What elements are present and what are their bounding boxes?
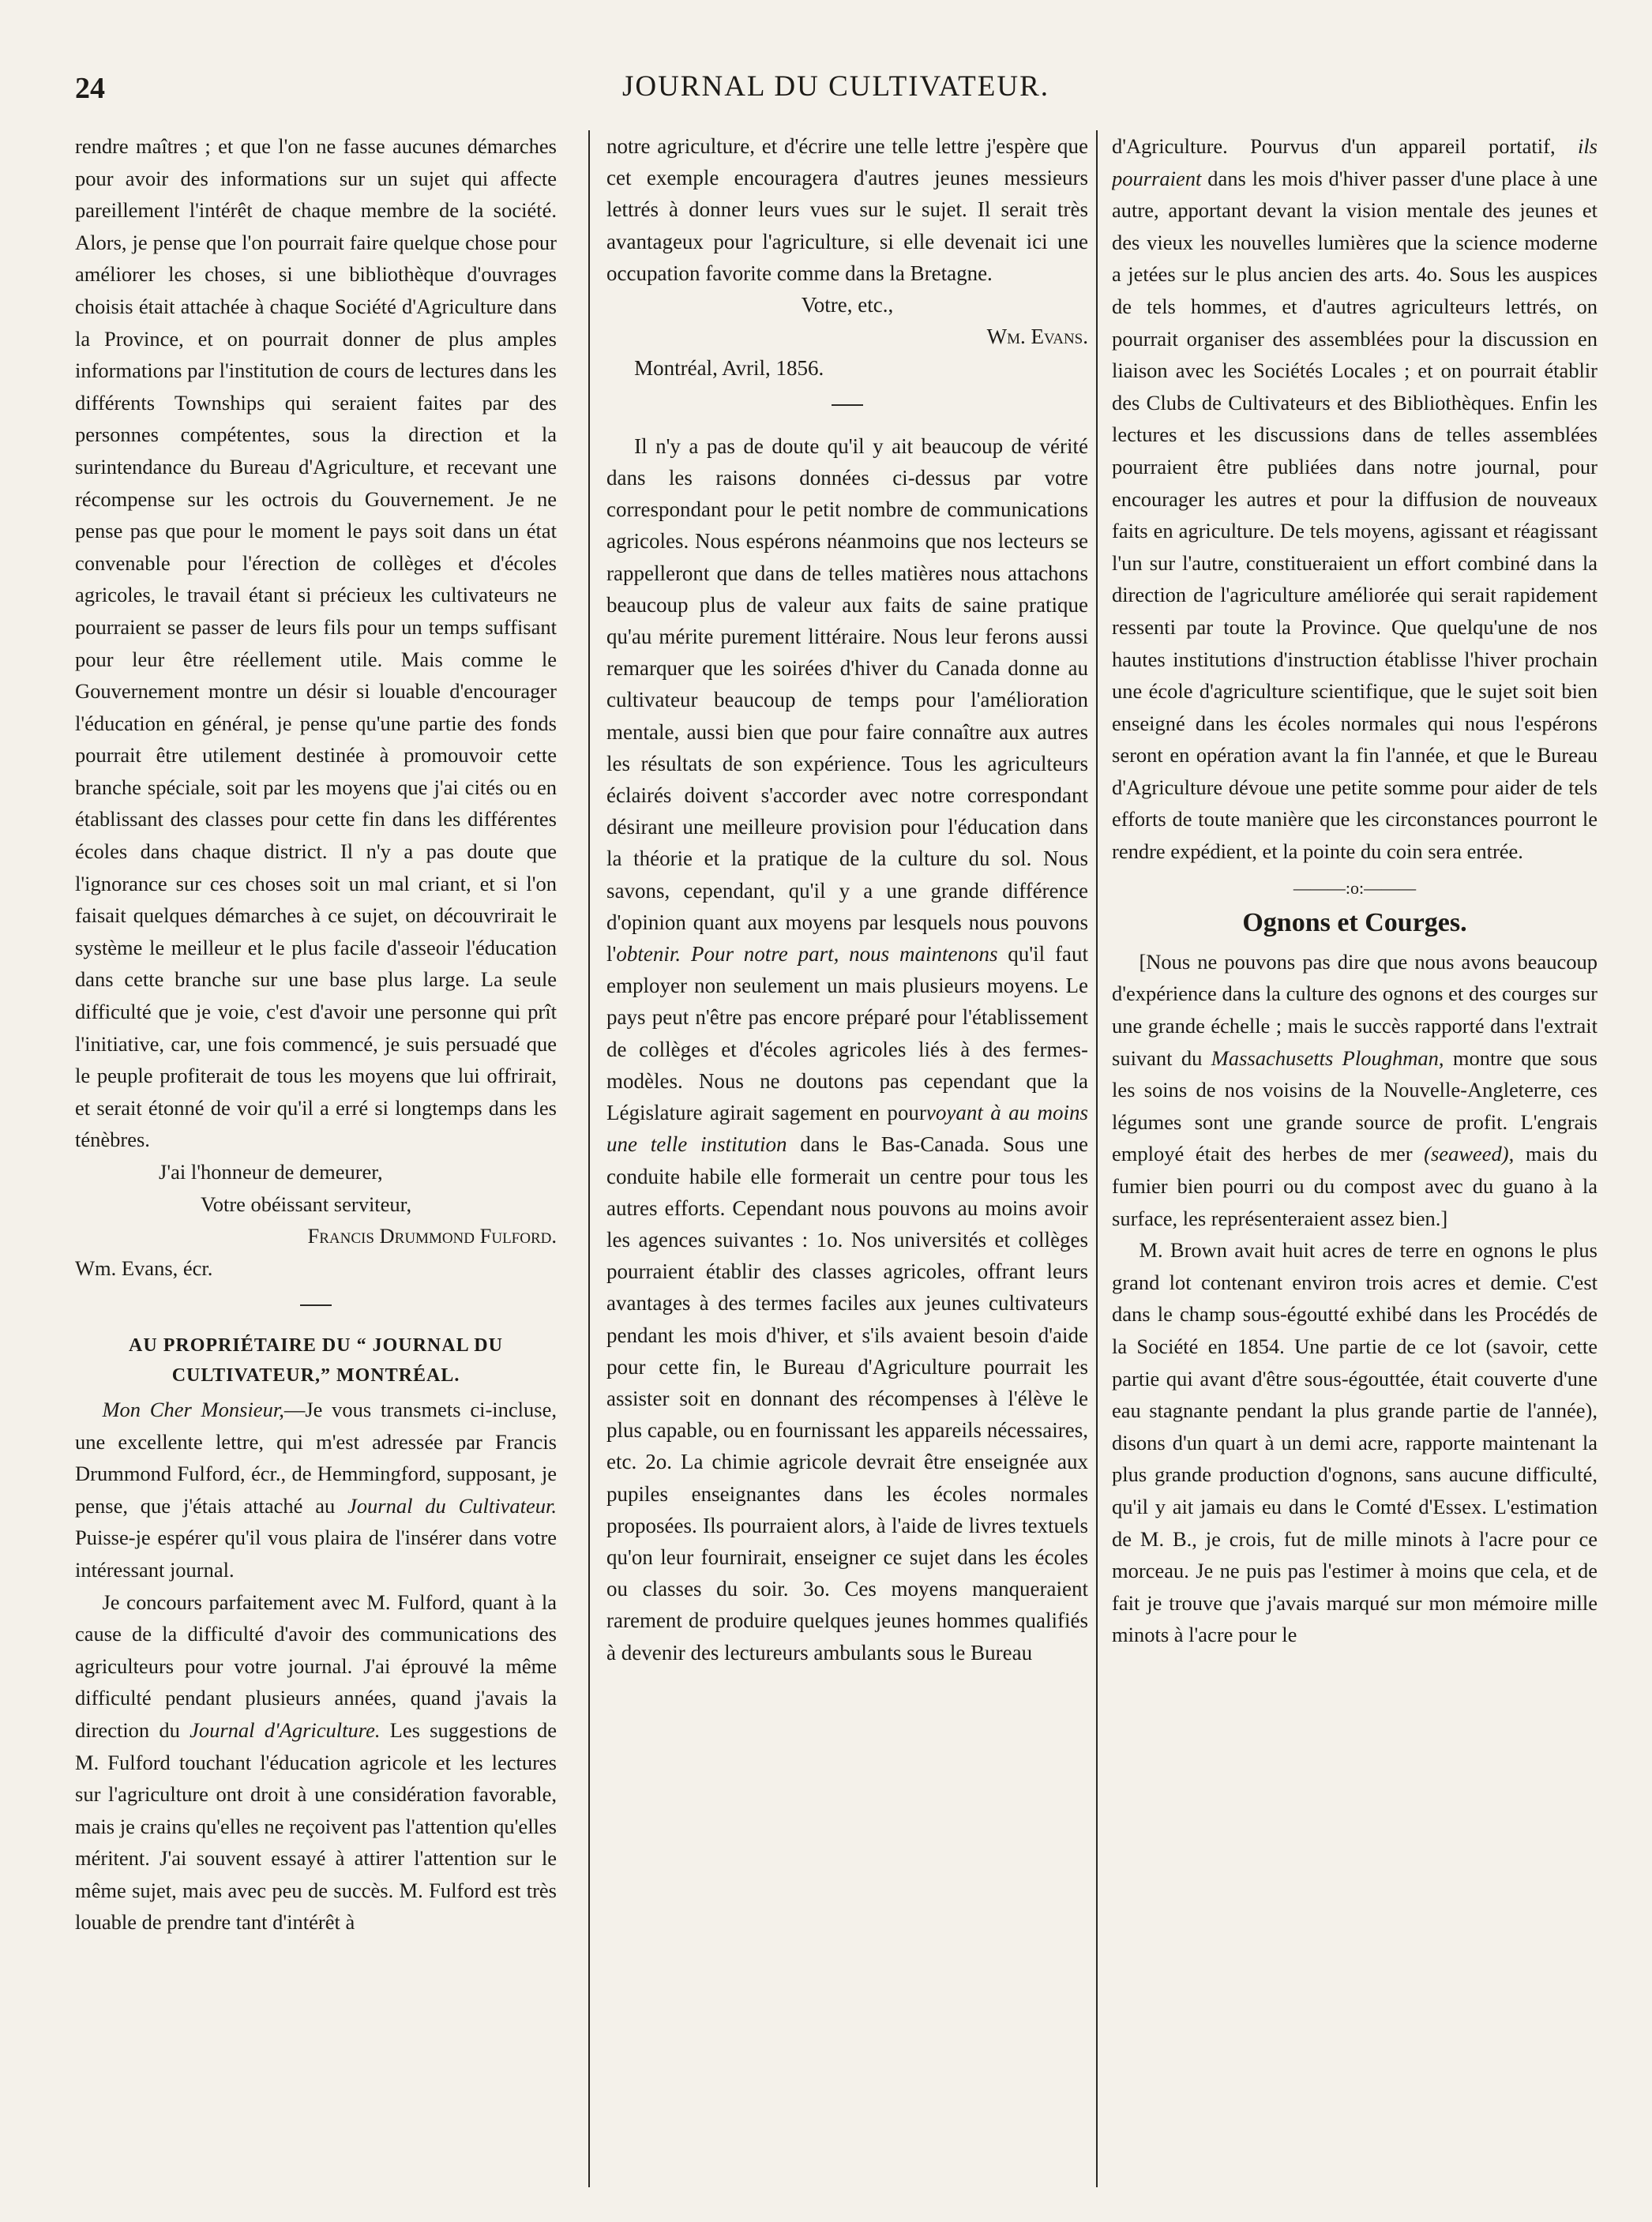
column-divider	[588, 130, 590, 2187]
section-title: Ognons et Courges.	[1242, 908, 1467, 938]
dateline: Montréal, Avril, 1856.	[634, 356, 824, 381]
letter-body: notre agriculture, et d'écrire une telle lettre j'espère que cet exemple encouragera d'autres jeunes messieurs lettrés à donner leurs vues sur le sujet. Il serait très avantageux pour l'agriculture, si elle devenait ici une occupation favorite comme dans la Bretagne.	[606, 134, 1088, 285]
letter-paragraph: Mon Cher Monsieur,—Je vous transmets ci-incluse, une excellente lettre, qui m'est adressée par Francis Drummond Fulford, écr., de Hemmingford, supposant, je pense, que j'étais attaché au Journal du Cultivateur. Puisse-je espérer qu'il vous plaira de l'insérer dans votre intéressant journal.	[75, 1397, 557, 1582]
page-number: 24	[75, 72, 105, 105]
column-3	[1112, 130, 1598, 2191]
column-2	[606, 130, 1088, 2191]
letter-body: rendre maîtres ; et que l'on ne fasse aucunes démarches pour avoir des informations sur un sujet qui affecte pareillement l'intérêt de chaque membre de la société. Alors, je pense que l'on pourrait faire quelque chose pour améliorer les choses, si une bibliothèque d'ouvrages choisis était attachée à chaque Société d'Agriculture dans la Province, et on pourrait donner de plus amples informations par l'institution de cours de lectures dans les différents Townships qui seraient faites par des personnes compétentes, sous la direction et la surintendance du Bureau d'Agriculture, et recevant une récompense sur les octrois du Gouvernement. Je ne pense pas que pour le moment le pays soit dans un état convenable pour l'érection de collèges et d'écoles agricoles, le travail étant si précieux les cultivateurs ne pourraient se passer de leurs fils pour un temps suffisant pour leur être réellement utile. Mais comme le Gouvernement montre un désir si louable d'encourager l'éducation en général, je pense qu'une partie des fonds pourrait être utilement destinée à promouvoir cette branche spéciale, soit par les moyens que j'ai cités ou en établissant des classes pour cette fin dans les différentes écoles dans chaque district. Il n'y a pas doute que l'ignorance sur ces choses soit un mal criant, et si l'on faisait quelques démarches à ce sujet, on découvrirait le système le meilleur et le plus facile d'asseoir l'éducation dans cette branche sur une base plus large. La seule difficulté que je voie, c'est d'avoir une personne qui prît l'initiative, car, une fois commencé, je suis persuadé que le peuple profiterait de tous les moyens que lui offrirait, et serait étonné de voir qu'il a erré si longtemps dans les ténèbres.	[75, 134, 557, 1152]
letter-paragraph: Je concours parfaitement avec M. Fulford, quant à la cause de la difficulté d'avoir des communications des agriculteurs pour votre journal. J'ai éprouvé la même difficulté pendant plusieurs années, quand j'avais la direction du Journal d'Agriculture. Les suggestions de M. Fulford touchant l'éducation agricole et les lectures sur l'agriculture ont droit à une considération favorable, mais je crains qu'elles ne reçoivent pas l'attention qu'elles méritent. J'ai souvent essayé à attirer l'attention sur le même sujet, mais avec peu de succès. M. Fulford est très louable de prendre tant d'intérêt à	[75, 1590, 557, 1935]
letter-closing: Votre, etc.,	[801, 293, 894, 317]
letter-signature: Francis Drummond Fulford.	[307, 1224, 557, 1248]
journal-title: JOURNAL DU CULTIVATEUR.	[621, 70, 1050, 103]
editorial-paragraph: Il n'y a pas de doute qu'il y ait beaucoup de vérité dans les raisons données ci-dessus par votre correspondant pour le petit nombre de communications agricoles. Nous espérons néanmoins que nos lecteurs se rappelleront que dans de telles matières nous attachons beaucoup plus de valeur aux faits de saine pratique qu'au mérite purement littéraire. Nous leur ferons aussi remarquer que les soirées d'hiver du Canada donne au cultivateur beaucoup de temps pour l'amélioration mentale, aussi bien que pour faire connaître aux autres les résultats de son expérience. Tous les agriculteurs éclairés doivent s'accorder avec notre correspondant désirant une meilleure provision pour l'éducation dans la théorie et la pratique de la culture du sol. Nous savons, cependant, qu'il y a une grande différence d'opinion quant aux moyens par lesquels nous pouvons l'obtenir. Pour notre part, nous maintenons qu'il faut employer non seulement un mais plusieurs moyens. Le pays peut n'être pas encore préparé pour l'établissement de collèges et d'écoles agricoles liés à des fermes-modèles. Nous ne doutons pas cependant que la Législature agirait sagement en pourvoyant à au moins une telle institution dans le Bas-Canada. Sous une conduite habile elle formerait un centre pour tous les autres efforts. Cependant nous pouvons au moins avoir les agences suivantes : 1o. Nos universités et collèges pourraient établir des classes agricoles, offrant leurs avantages à des termes faciles aux jeunes cultivateurs pendant les mois d'hiver, et s'ils avaient besoin d'aide pour cette fin, le Bureau d'Agriculture pourrait les assister soit en donnant des récompenses à l'élève le plus capable, ou en fournissant les appareils nécessaires, etc. 2o. La chimie agricole devrait être enseignée aux pupiles enseignantes dans les écoles normales proposées. Ils pourraient alors, à l'aide de livres textuels qu'on leur fournirait, enseigner ce sujet dans les écoles ou classes du soir. 3o. Ces moyens manqueraient rarement de produire quelques jeunes hommes qualifiés à devenir des lectureurs ambulants sous le Bureau	[606, 434, 1088, 1665]
letter-recipient: Wm. Evans, écr.	[75, 1256, 213, 1280]
section-separator: ———:o:———	[1293, 877, 1417, 898]
article-paragraph: M. Brown avait huit acres de terre en ognons le plus grand lot contenant environ trois acres et demie. C'est dans le champ sous-égoutté exhibé dans les Procédés de la Société en 1854. Une partie de ce lot (savoir, cette partie qui avant d'être sous-égouttée, était couverte d'une eau stagnante pendant la plus grande partie de l'année), disons d'un quart à un demi acre, rapporte maintenant la plus grande production d'ognons, sans aucune difficulté, qu'il y ait jamais eu dans le Comté d'Essex. L'estimation de M. B., je crois, fut de mille minots à l'acre pour ce morceau. Je ne puis pas l'estimer à moins que cela, et de fait je trouve que j'avais marqué sur mon mémoire mille minots à l'acre pour le	[1112, 1238, 1598, 1647]
short-rule	[75, 1287, 557, 1319]
column-divider	[1096, 130, 1098, 2187]
editor-note: [Nous ne pouvons pas dire que nous avons beaucoup d'expérience dans la culture des ognons et des courges sur une grande échelle ; mais le succès rapporté dans l'extrait suivant du Massachusetts Ploughman, montre que sous les soins de nos voisins de la Nouvelle-Angleterre, ces légumes sont une grande source de profit. L'engrais employé était des herbes de mer (seaweed), mais du fumier bien pourri ou du compost avec du guano à la surface, les représenteraient assez bien.]	[1112, 949, 1598, 1230]
letter-closing: J'ai l'honneur de demeurer,	[159, 1160, 383, 1184]
editorial-paragraph: d'Agriculture. Pourvus d'un appareil portatif, ils pourraient dans les mois d'hiver passer d'une place à une autre, apportant devant la vision mentale des jeunes et des vieux les nouvelles lumières que la science moderne a jetées sur le plus ancien des arts. 4o. Sous les auspices de tels hommes, et d'autres agriculteurs lettrés, on pourrait organiser des assemblées pour la discussion en liaison avec les Sociétés Locales ; et on pourrait établir des Clubs de Cultivateurs et des Bibliothèques. Enfin les lectures et les discussions dans de telles assemblées pourraient être publiées dans notre journal, pour encourager les autres et pour la diffusion de nouveaux faits en agriculture. De tels moyens, agissant et réagissant l'un sur l'autre, constitueraient un effort combiné dans la direction de l'agriculture améliorée qui serait rapidement ressenti par toute la Province. Que quelqu'une de nos hautes institutions d'instruction établisse l'hiver prochain une école d'agriculture scientifique, que le sujet soit bien enseigné dans les écoles normales qui nous l'espérons seront en opération avant la fin l'année, et que le Bureau d'Agriculture dévoue une petite somme pour aider de tels efforts de toute manière que les circonstances pourront le rendre expédient, et la pointe du coin sera entrée.	[1112, 134, 1598, 864]
letter-closing: Votre obéissant serviteur,	[201, 1192, 412, 1216]
letter-heading: AU PROPRIÉTAIRE DU “ JOURNAL DU CULTIVATEUR,” MONTRÉAL.	[129, 1334, 503, 1386]
column-1	[75, 130, 557, 2191]
salutation: Mon Cher Monsieur,	[102, 1397, 284, 1421]
page-header	[75, 65, 1597, 112]
letter-signature: Wm. Evans.	[986, 325, 1088, 349]
short-rule	[606, 388, 1088, 419]
